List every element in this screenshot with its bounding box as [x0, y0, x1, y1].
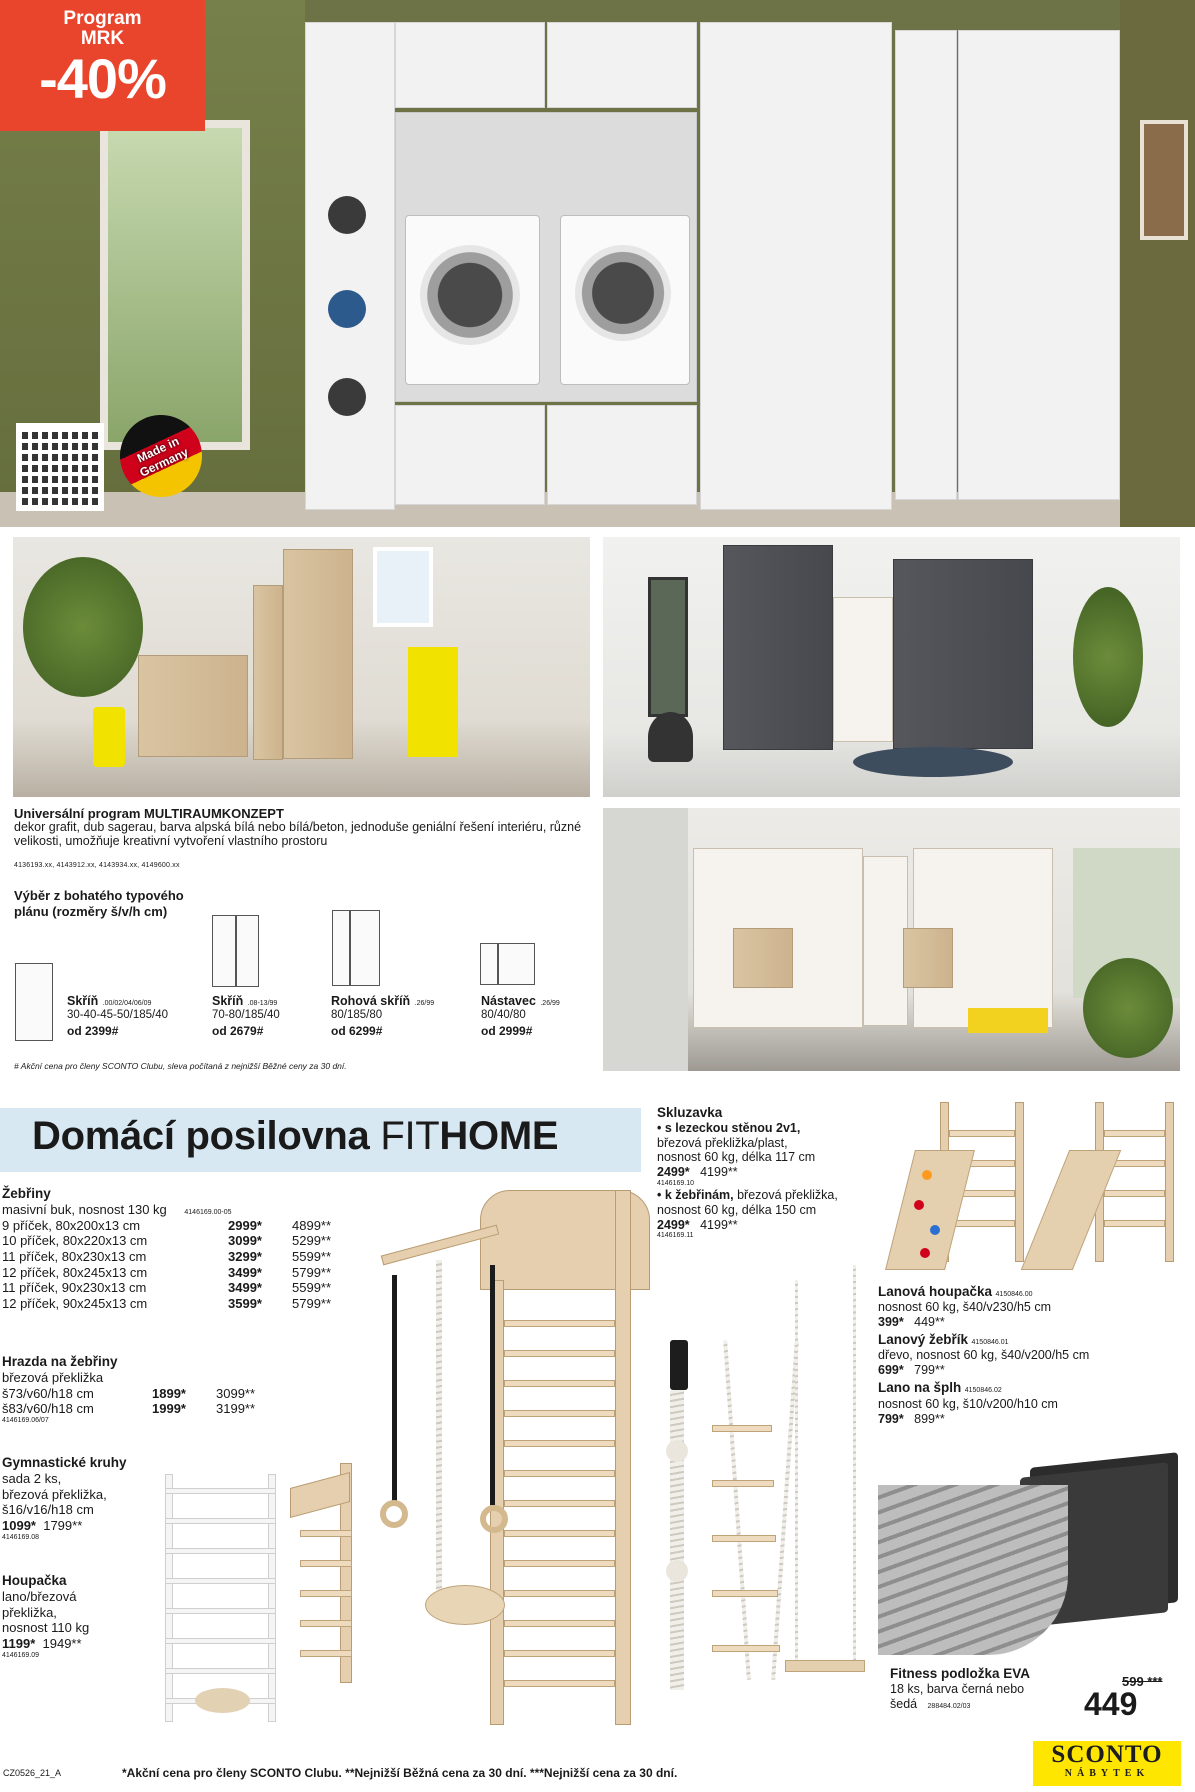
regular-price: 5799** [292, 1295, 332, 1311]
hrazda-price-table [2, 1386, 255, 1417]
eva-line: šedá [890, 1696, 918, 1711]
multiraum-title: Universální program MULTIRAUMKONZEPT [14, 806, 284, 821]
unit-corner-cabinet [331, 992, 434, 1039]
member-price: 1899* [152, 1385, 186, 1401]
skluzavka-opt1-line: březová překližka/plast, [657, 1135, 788, 1150]
member-price: 3499* [228, 1280, 262, 1296]
hrazda-heading: Hrazda na žebřiny [2, 1354, 118, 1369]
unit-code: .26/99 [414, 1000, 435, 1007]
unit-code: .00/02/04/06/09 [102, 1000, 152, 1007]
unit-cabinet-wide [212, 992, 280, 1039]
zebriny-code: 4146169.00-05 [184, 1209, 232, 1217]
skluzavka-opt1-code: 4146169.10 [657, 1179, 694, 1187]
price-row [2, 1280, 331, 1296]
made-in-label: Made in Germany [134, 433, 191, 480]
houpacka-line: lano/březová [2, 1589, 77, 1605]
regular-price: 5799** [292, 1264, 332, 1280]
skluzavka-opt2-title: • k žebřinám, [657, 1188, 734, 1203]
member-price: 2499* [657, 1165, 690, 1180]
skluzavka-opt1-line: nosnost 60 kg, délka 117 cm [657, 1150, 816, 1165]
member-price: 2999* [228, 1217, 262, 1233]
regular-price: 899** [914, 1411, 945, 1426]
zebrik-heading: Lanový žebřík [878, 1332, 969, 1348]
photo-graphite-storage [603, 537, 1180, 797]
member-price: 799* [878, 1411, 904, 1426]
unit-price: od 2679 [212, 1023, 257, 1038]
lanova-houpacka-block [878, 1284, 1089, 1427]
member-price: 1999* [152, 1401, 186, 1417]
skluzavka-opt2-line: nosnost 60 kg, délka 150 cm [657, 1202, 817, 1217]
price-row [2, 1233, 331, 1249]
row-label: 11 příček, 80x230x13 cm [2, 1248, 147, 1264]
eva-line: 18 ks, barva černá nebo [890, 1681, 1025, 1696]
unit-price: od 2399 [67, 1023, 112, 1038]
regular-price: 4199** [700, 1217, 738, 1232]
kruhy-line: š16/v16/h18 cm [2, 1502, 94, 1518]
unit-dims: 80/185/80 [331, 1009, 383, 1022]
single-cabinet-drawing [15, 963, 53, 1041]
price-row [2, 1265, 331, 1281]
unit-cabinet-narrow [67, 992, 168, 1039]
photo-oak-storage [13, 537, 590, 797]
zebriny-block [2, 1186, 331, 1311]
price-row [2, 1249, 331, 1265]
houpacka-code: 4146169.09 [2, 1651, 39, 1659]
skluzavka-block [657, 1105, 838, 1241]
zebriny-heading: Žebřiny [2, 1186, 51, 1201]
row-label: 9 příček, 80x200x13 cm [2, 1217, 141, 1233]
member-price: 3099* [228, 1233, 262, 1249]
hrazda-block [2, 1354, 255, 1425]
laundry-hole [328, 196, 366, 234]
lanova-desc: nosnost 60 kg, š40/v230/h5 cm [878, 1300, 1052, 1315]
price-row [2, 1296, 331, 1312]
lano-code: 4150846.02 [964, 1387, 1002, 1395]
regular-price: 5299** [292, 1233, 332, 1249]
multiraum-description: dekor grafit, dub sagerau, barva alpská bílá nebo bílá/beton, jednoduše geniální řešení interiéru, různé velikosti, umožňuje kreativní vytvoření vlastního prostoru [14, 820, 582, 849]
corner-cabinet-drawing [332, 910, 380, 986]
row-label: 12 příček, 90x245x13 cm [2, 1295, 148, 1311]
skluzavka-opt1-title: • s lezeckou stěnou 2v1, [657, 1120, 801, 1135]
unit-name: Skříň [67, 994, 99, 1008]
unit-code: .08-13/99 [247, 1000, 278, 1007]
promo-line1: Program [63, 8, 142, 29]
sconto-logo[interactable] [1033, 1741, 1181, 1786]
title-part-1: Domácí posilovna [32, 1114, 381, 1158]
unit-name: Skříň [212, 994, 244, 1008]
eva-block [890, 1666, 1030, 1711]
member-price: 3599* [228, 1295, 262, 1311]
skluzavka-opt2-code: 4146169.11 [657, 1232, 694, 1240]
title-part-2: FIT [380, 1114, 440, 1158]
sconto-brand: SCONTO [1051, 1741, 1163, 1768]
regular-price: 4899** [292, 1217, 332, 1233]
unit-dims: 70-80/185/40 [212, 1009, 280, 1022]
unit-dims: 80/40/80 [481, 1009, 526, 1022]
photo-pantry-storage [603, 808, 1180, 1071]
multiraum-choice: Výběr z bohatého typového plánu (rozměry š/v/h cm) [14, 888, 184, 919]
window [100, 120, 250, 450]
multiraum-codes: 4136193.xx, 4143912.xx, 4143934.xx, 4149600.xx [14, 862, 180, 869]
fithome-title [32, 1114, 558, 1159]
regular-price: 1799** [43, 1517, 83, 1533]
unit-name: Nástavec [481, 994, 536, 1008]
lanova-code: 4150846.00 [995, 1291, 1033, 1298]
unit-price: od 6299 [331, 1023, 376, 1038]
price-row [2, 1218, 331, 1234]
zebriny-price-table [2, 1218, 331, 1312]
houpacka-line: překližka, [2, 1604, 57, 1620]
kruhy-block [2, 1455, 127, 1542]
kruhy-line: sada 2 ks, [2, 1471, 62, 1487]
multiraum-note: # Akční cena pro členy SCONTO Clubu, sleva počítaná z nejnižší Běžné ceny za 30 dní. [14, 1061, 347, 1071]
laundry-hole [328, 378, 366, 416]
zebriny-desc: masivní buk, nosnost 130 kg [2, 1202, 167, 1218]
tall-cabinet [305, 22, 395, 510]
eva-heading: Fitness podložka EVA [890, 1666, 1031, 1681]
tall-cabinet [700, 22, 892, 510]
regular-price: 799** [914, 1363, 945, 1378]
qr-code[interactable] [16, 423, 104, 511]
row-label: š73/v60/h18 cm [2, 1385, 94, 1401]
unit-name: Rohová skříň [331, 994, 411, 1008]
hrazda-desc: březová překližka [2, 1370, 104, 1386]
laundry-hole [328, 290, 366, 328]
kruhy-line: březová překližka, [2, 1486, 107, 1502]
member-price: 399* [878, 1315, 904, 1330]
regular-price: 3099** [216, 1385, 256, 1401]
unit-dims: 30-40-45-50/185/40 [67, 1009, 169, 1022]
sconto-brand-sub: NÁBYTEK [1064, 1768, 1150, 1779]
regular-price: 1949** [42, 1635, 82, 1651]
lanova-heading: Lanová houpačka [878, 1284, 993, 1299]
regular-price: 449** [914, 1315, 945, 1330]
promo-discount: -40% [39, 46, 166, 110]
houpacka-line: nosnost 110 kg [2, 1620, 90, 1636]
unit-price: od 2999 [481, 1023, 526, 1038]
promo-badge [0, 0, 205, 131]
promo-line2: MRK [80, 27, 125, 49]
kruhy-code: 4146169.08 [2, 1533, 39, 1541]
skluzavka-opt2-rest: březová překližka, [733, 1188, 838, 1203]
member-price: 3499* [228, 1264, 262, 1280]
unit-code: .26/99 [540, 1000, 560, 1007]
footer-code: CZ0526_21_A [3, 1768, 62, 1778]
row-label: 12 příček, 80x245x13 cm [2, 1264, 148, 1280]
zebrik-code: 4150846.01 [971, 1339, 1009, 1347]
row-label: 10 příček, 80x220x13 cm [2, 1233, 148, 1249]
unit-price-mark: # [256, 1023, 264, 1038]
member-price: 2499* [657, 1217, 690, 1232]
member-price: 1199* [2, 1635, 36, 1651]
row-label: 11 příček, 90x230x13 cm [2, 1280, 147, 1296]
unit-price-mark: # [111, 1023, 119, 1038]
hrazda-code: 4146169.06/07 [2, 1416, 49, 1424]
hero-photo-laundry [0, 0, 1195, 527]
houpacka-heading: Houpačka [2, 1573, 67, 1588]
regular-price: 5599** [292, 1248, 332, 1264]
eva-old-price: 599 *** [1122, 1674, 1163, 1689]
price-row [2, 1401, 255, 1417]
title-part-3: HOME [439, 1114, 559, 1158]
double-cabinet-drawing [212, 915, 259, 987]
lano-desc: nosnost 60 kg, š10/v200/h10 cm [878, 1396, 1058, 1411]
unit-top-unit [481, 992, 560, 1039]
top-unit-drawing [480, 943, 535, 985]
regular-price: 3199** [216, 1401, 256, 1417]
footer-note: *Akční cena pro členy SCONTO Clubu. **Nejnižší Běžná cena za 30 dní. ***Nejnižší cena za 30 dní. [122, 1766, 678, 1780]
unit-price-mark: # [525, 1023, 533, 1038]
eva-code: 288484.02/03 [927, 1702, 971, 1710]
regular-price: 5599** [292, 1280, 332, 1296]
member-price: 3299* [228, 1248, 262, 1264]
row-label: š83/v60/h18 cm [2, 1401, 94, 1417]
skluzavka-heading: Skluzavka [657, 1105, 723, 1120]
member-price: 699* [878, 1363, 904, 1378]
zebrik-desc: dřevo, nosnost 60 kg, š40/v200/h5 cm [878, 1348, 1090, 1363]
unit-price-mark: # [375, 1023, 383, 1038]
kruhy-heading: Gymnastické kruhy [2, 1455, 127, 1470]
eva-new-price: 449 [1084, 1686, 1138, 1722]
regular-price: 4199** [700, 1165, 738, 1180]
lano-heading: Lano na šplh [878, 1380, 962, 1396]
price-row [2, 1386, 255, 1402]
member-price: 1099* [2, 1517, 36, 1533]
houpacka-block [2, 1573, 89, 1660]
